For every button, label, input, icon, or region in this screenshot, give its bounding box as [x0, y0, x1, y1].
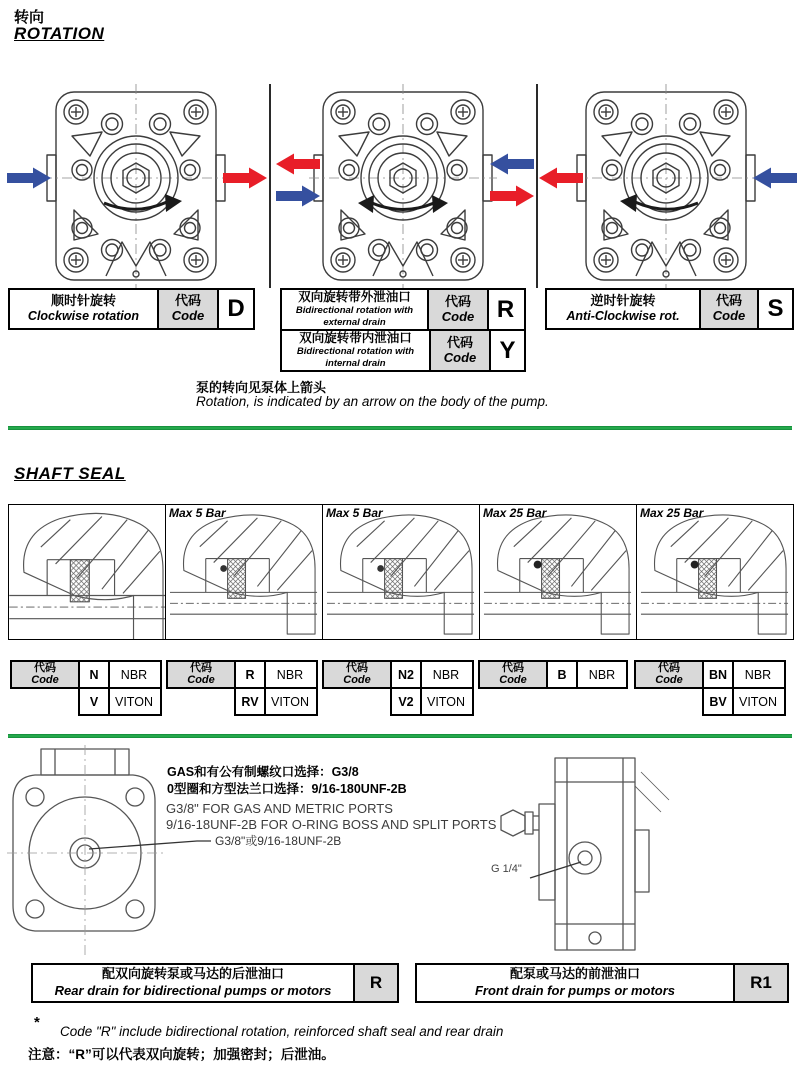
rotation-label-en: Bidirectional rotation with internal drain: [296, 346, 415, 370]
pump-side-view-drawing: [455, 752, 745, 958]
rotation-label-zh: 顺时针旋转: [50, 293, 116, 309]
rotation-label: [282, 331, 431, 370]
code-header-en: Code: [31, 673, 59, 686]
code-header-zh: 代码: [174, 293, 201, 309]
section-divider: [8, 426, 792, 430]
seal-code-value: V: [80, 689, 110, 714]
seal-pressure-label: Max 25 Bar: [483, 506, 547, 520]
seal-cross-section-svg: [9, 505, 165, 639]
front-drain-table: [415, 963, 789, 1003]
rotation-code-value: Y: [499, 336, 516, 364]
inlet-arrow-icon: [7, 168, 51, 189]
panel-divider: [536, 84, 538, 288]
seal-panel-3: [323, 505, 480, 639]
rotation-label: [10, 290, 159, 328]
table-row: [78, 687, 162, 716]
seal-code-table-1: [10, 660, 162, 716]
table-row: [234, 687, 318, 716]
shaft-seal-title: SHAFT SEAL: [14, 464, 126, 483]
seal-pressure-label: Max 25 Bar: [640, 506, 704, 520]
seal-code-value: B: [548, 662, 578, 687]
seal-material-value: NBR: [432, 667, 460, 682]
code-header-en: Code: [171, 308, 205, 323]
code-header-cell: [701, 290, 759, 328]
drain-label-zh: 配泵或马达的前泄油口: [509, 966, 640, 982]
ports-zh-line1: GAS和有公有制螺纹口选择：G3/8: [167, 765, 359, 779]
table-row: [390, 687, 474, 716]
seal-code-table-5: [634, 660, 786, 716]
seal-material-value: NBR: [744, 667, 772, 682]
drain-label: [33, 965, 355, 1001]
table-row: [282, 290, 524, 331]
code-header-zh: 代码: [444, 293, 471, 309]
rotation-code-value: S: [767, 295, 784, 322]
seal-material-value: NBR: [276, 667, 304, 682]
rotation-table-bidirectional: [280, 288, 526, 372]
drain-label-zh: 配双向旋转泵或马达的后泄油口: [101, 966, 284, 982]
seal-code-value: R: [236, 662, 266, 687]
code-header-cell: [480, 662, 548, 687]
code-header-en: Code: [712, 308, 746, 323]
seal-code-value: BN: [704, 662, 734, 687]
ports-en-line1: G3/8" FOR GAS AND METRIC PORTS: [166, 801, 393, 816]
code-header-zh: 代码: [190, 661, 212, 674]
code-header-zh: 代码: [446, 334, 473, 350]
seal-code-value: BV: [704, 689, 734, 714]
code-header-zh: 代码: [502, 661, 524, 674]
seal-code-value: N: [80, 662, 110, 687]
rotation-label-en: Clockwise rotation: [27, 309, 140, 324]
drain-label-en: Front drain for pumps or motors: [474, 983, 676, 998]
page-title-en: ROTATION: [14, 24, 105, 43]
rotation-code-value: D: [227, 295, 245, 322]
ports-zh-line2: 0型圈和方型法兰口选择：9/16-180UNF-2B: [167, 782, 407, 796]
seal-code-value: V2: [392, 689, 422, 714]
seal-code-value: N2: [392, 662, 422, 687]
seal-code-table-3: [322, 660, 474, 716]
code-header-cell: [12, 662, 80, 687]
rotation-table-anticlockwise: [545, 288, 794, 330]
drain-label-en: Rear drain for bidirectional pumps or motors: [54, 983, 332, 998]
rotation-label-zh: 双向旋转带外泄油口: [298, 289, 411, 304]
seal-panel-1: [9, 505, 166, 639]
table-row: [166, 660, 318, 689]
pump-diagram-anticlockwise: [535, 82, 799, 294]
code-header-en: Code: [443, 349, 477, 365]
code-header-cell: [636, 662, 704, 687]
seal-material-value: NBR: [120, 667, 148, 682]
rotation-code-value: R: [496, 295, 515, 323]
seal-cross-section-svg: [480, 505, 636, 639]
table-row: [282, 331, 524, 370]
rotation-table-clockwise: [8, 288, 255, 330]
code-header-cell: [429, 290, 489, 329]
table-row: [322, 660, 474, 689]
code-header-en: Code: [655, 673, 683, 686]
code-header-zh: 代码: [715, 293, 742, 309]
code-header-cell: [159, 290, 219, 328]
code-header-zh: 代码: [346, 661, 368, 674]
seal-code-table-4: [478, 660, 628, 689]
code-header-cell: [324, 662, 392, 687]
outlet-arrow-icon: [223, 168, 267, 189]
code-header-zh: 代码: [34, 661, 56, 674]
code-header-en: Code: [343, 673, 371, 686]
seal-cross-section-svg: [323, 505, 479, 639]
seal-panel-5: [637, 505, 793, 639]
drain-code-value: R1: [735, 965, 787, 1001]
table-row: [10, 660, 162, 689]
seal-material-value: VITON: [427, 694, 465, 709]
drain-label: [417, 965, 735, 1001]
seal-code-value: RV: [236, 689, 266, 714]
code-header-zh: 代码: [658, 661, 680, 674]
seal-pressure-label: Max 5 Bar: [169, 506, 226, 520]
panel-divider: [269, 84, 271, 288]
code-header-cell: [431, 331, 491, 370]
drain-code-value: R: [355, 965, 397, 1001]
pump-diagram-clockwise: [5, 82, 269, 294]
code-header-en: Code: [441, 308, 475, 324]
seal-material-value: VITON: [115, 694, 153, 709]
rotation-label: [282, 290, 429, 329]
front-port-label: G3/8"或9/16-18UNF-2B: [215, 834, 342, 848]
seal-panel-2: [166, 505, 323, 639]
seal-cross-section-svg: [637, 505, 793, 639]
table-row: [634, 660, 786, 689]
inlet-arrow-right-icon: [490, 154, 534, 175]
table-row: [702, 687, 786, 716]
seal-material-value: NBR: [588, 667, 616, 682]
rotation-label-zh: 双向旋转带内泄油口: [299, 330, 412, 345]
seal-material-value: VITON: [739, 694, 777, 709]
side-port-label: G 1/4": [491, 863, 522, 875]
ports-en-line2: 9/16-18UNF-2B FOR O-RING BOSS AND SPLIT PORTS: [166, 817, 497, 832]
rotation-label: [547, 290, 701, 328]
seal-cross-section-svg: [166, 505, 322, 639]
seal-diagram-box: [8, 504, 794, 640]
code-header-cell: [168, 662, 236, 687]
rotation-label-en: Bidirectional rotation with external drain: [295, 305, 414, 329]
outlet-arrow-right-icon: [490, 186, 534, 207]
footnote-en: Code "R" include bidirectional rotation, reinforced shaft seal and rear drain: [60, 1024, 504, 1039]
page-title-zh: 转向: [14, 9, 45, 26]
table-row: [478, 660, 628, 689]
rotation-label-zh: 逆时针旋转: [590, 293, 656, 309]
rear-drain-table: [31, 963, 399, 1003]
footnote-star: *: [34, 1014, 40, 1031]
pump-diagram-bidirectional: [272, 82, 536, 294]
rotation-note-en: Rotation, is indicated by an arrow on the body of the pump.: [196, 394, 549, 409]
seal-code-table-2: [166, 660, 318, 716]
inlet-arrow-icon: [753, 168, 797, 189]
rotation-note-zh: 泵的转向见泵体上箭头: [196, 380, 327, 395]
section-divider: [8, 734, 792, 738]
footnote-zh: 注意：“R”可以代表双向旋转；加强密封；后泄油。: [28, 1047, 335, 1062]
seal-panel-4: [480, 505, 637, 639]
code-header-en: Code: [187, 673, 215, 686]
seal-material-value: VITON: [271, 694, 309, 709]
code-header-en: Code: [499, 673, 527, 686]
seal-pressure-label: Max 5 Bar: [326, 506, 383, 520]
rotation-label-en: Anti-Clockwise rot.: [566, 309, 680, 324]
